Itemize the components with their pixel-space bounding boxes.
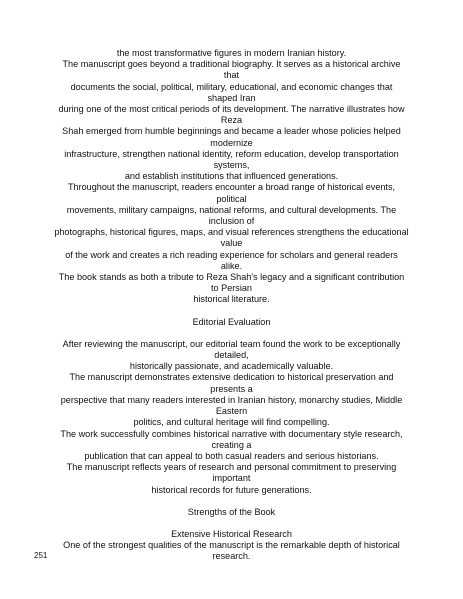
- text-line: perspective that many readers interested in Iranian history, monarchy studies, Middle: [60, 394, 403, 405]
- text-line: historical records for future generations.: [151, 484, 312, 495]
- text-line: The manuscript reflects years of research and personal commitment to preserving: [66, 462, 397, 473]
- text-line: Throughout the manuscript, readers encounter a broad range of historical events,: [67, 182, 396, 193]
- text-line: The manuscript demonstrates extensive dedication to historical preservation and: [69, 372, 394, 383]
- text-line: politics, and cultural heritage will find compelling.: [133, 417, 330, 428]
- text-line: of the work and creates a rich reading experience for scholars and general readers: [65, 249, 398, 260]
- section-heading-strengths: Strengths of the Book: [187, 506, 276, 517]
- editorial-paragraphs: [50, 339, 413, 496]
- text-line: The work successfully combines historical narrative with documentary style research,: [60, 428, 403, 439]
- text-line: infrastructure, strengthen national identity, reform education, develop transportation: [64, 148, 399, 159]
- text-line: modernize: [210, 137, 253, 148]
- text-line: One of the strongest qualities of the manuscript is the remarkable depth of historical: [63, 540, 400, 551]
- text-line: historically passionate, and academically valuable.: [129, 361, 334, 372]
- text-line: systems,: [213, 160, 250, 171]
- text-line: political: [216, 193, 247, 204]
- text-line: research.: [212, 551, 251, 562]
- text-line: After reviewing the manuscript, our editorial team found the work to be exceptionally: [62, 338, 401, 349]
- section-heading-editorial-evaluation: Editorial Evaluation: [192, 316, 271, 327]
- body-text: [50, 48, 413, 563]
- intro-paragraphs: [50, 48, 413, 306]
- text-line: The manuscript goes beyond a traditional biography. It serves as a historical archive: [62, 59, 401, 70]
- research-paragraph: [50, 540, 413, 562]
- text-line: inclusion of: [208, 216, 255, 227]
- text-line: important: [212, 473, 251, 484]
- text-line: the most transformative figures in modern Iranian history.: [116, 48, 347, 58]
- text-line: Eastern: [215, 406, 248, 417]
- text-line: historical literature.: [193, 294, 270, 305]
- page-number: 251: [34, 551, 48, 560]
- text-line: movements, military campaigns, national reforms, and cultural developments. The: [66, 204, 397, 215]
- text-line: presents a: [210, 383, 253, 394]
- text-line: documents the social, political, military, educational, and economic changes that: [70, 81, 393, 92]
- text-line: Shah emerged from humble beginnings and became a leader whose policies helped: [62, 126, 401, 137]
- text-line: to Persian: [211, 283, 252, 294]
- text-line: shaped Iran: [207, 92, 256, 103]
- text-line: creating a: [211, 439, 252, 450]
- text-line: value: [220, 238, 243, 249]
- text-line: publication that can appeal to both casual readers and serious historians.: [84, 450, 379, 461]
- text-line: that: [223, 70, 240, 81]
- text-line: during one of the most critical periods of its development. The narrative illustrates how: [58, 104, 405, 115]
- text-line: alike.: [220, 260, 243, 271]
- text-line: The book stands as both a tribute to Reza Shah's legacy and a significant contribution: [58, 272, 405, 283]
- subheading-historical-research: Extensive Historical Research: [171, 528, 292, 539]
- text-line: detailed,: [214, 350, 249, 361]
- text-line: photographs, historical figures, maps, and visual references strengthens the educational: [54, 227, 409, 238]
- text-line: and establish institutions that influenced generations.: [124, 171, 339, 182]
- text-line: Reza: [220, 115, 243, 126]
